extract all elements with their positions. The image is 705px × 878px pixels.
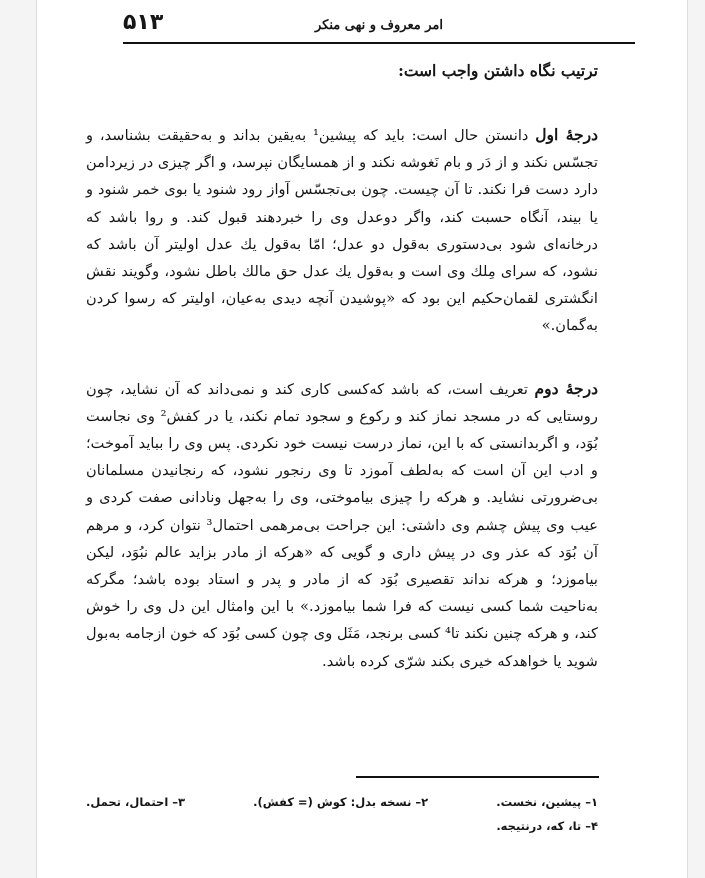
footnote-1: ۱– پیشین، نخست. — [496, 795, 598, 809]
footnote-row — [86, 790, 598, 814]
footnote-divider — [356, 776, 599, 778]
footnote-4: ۴– تا، که، درنتیجه. — [496, 819, 598, 833]
paragraph-text: تعریف است، که باشد که‌کسی کاری کند و نمی‌داند که آن نشاید، چون روستایی که در مسجد نماز کند و رکوع و سجود تمام نکند، یا در کفش² وی نجاست بُوَد، و اگربدانستی که با این، نماز درست نیست خود نکردی. پس وی را بباید آموخت؛ و ادب این آن است که به‌لطف آموزد تا وی رنجور نشود، که رنجانیدن مسلمانان بی‌ضرورتی نشاید. و هرکه را چیزی بیاموختی، وی را به‌جهل ونادانی صفت کردی و عیب وی پیش چشم وی داشتی: این جراحت بی‌مرهمی احتمال³ نتوان کرد، و مرهم آن بُوَد که عذر وی در پیش داری و گویی که «هرکه از مادر بزاید عالم نبُوَد، لیکن بیاموزد؛ و هرکه نداند تقصیری بُوَد که از مادر و پدر و استاد بوده باشد؛ مگرکه به‌ناحیت شما کسی نیست که فرا شما بیاموزد.» با این وامثال این دل وی را خوش کند، و هرکه چنین نکند تا⁴ کسی برنجد، مَثَل وی چون کسی بُوَد که خون ازجامه به‌بول شوید یا خواهدکه خیری بکند شرّی کرده باشد. — [86, 380, 598, 670]
page-number: ۵۱۳ — [123, 10, 164, 35]
paragraph-first-degree — [86, 121, 598, 340]
footnote-2: ۲– نسخه بدل: کوش (= کفش). — [253, 795, 429, 809]
running-title: امر معروف و نهی منکر — [315, 18, 443, 33]
page-header — [123, 12, 635, 44]
paragraph-heading: درجهٔ اول — [535, 125, 599, 144]
body-text — [86, 56, 598, 710]
paragraph-heading: درجهٔ دوم — [534, 378, 598, 398]
paragraph-text: دانستن حال است: باید که پیشین¹ به‌یقین بداند و به‌حقیقت بشناسد، و تجسّس نکند و از دَر و بام نَغوشه نکند و از همسایگان نپرسد، و اگر چیزی در زیردامن دارد دست فرا نکند. تا آن چیست. چون بی‌تجسّس آواز رود شنود یا بوی خمر شنود و یا بیند، آنگاه حسبت کند، واگر دوعدل وی را خبردهند قبول کند. و روا باشد که درخانه‌ای شود بی‌دستوری به‌قول دو عدل؛ امّا به‌قول یك عدل اولیتر آن باشد که نشود، که سرای مِلك وی است و به‌قول یك عدل حق مالك باطل نشود، وگویند نقش انگشتری لقمان‌حکیم این بود که «پوشیدن آنچه دیدی به‌عیان، اولیتر که رسوا کردن به‌گمان.» — [86, 127, 598, 335]
footnote-3: ۳– احتمال، تحمل. — [86, 795, 186, 809]
intro-line: ترتیب نگاه داشتن واجب است: — [398, 61, 598, 80]
footnotes — [86, 790, 598, 838]
footnote-row — [86, 814, 598, 838]
paragraph-second-degree — [86, 375, 598, 675]
